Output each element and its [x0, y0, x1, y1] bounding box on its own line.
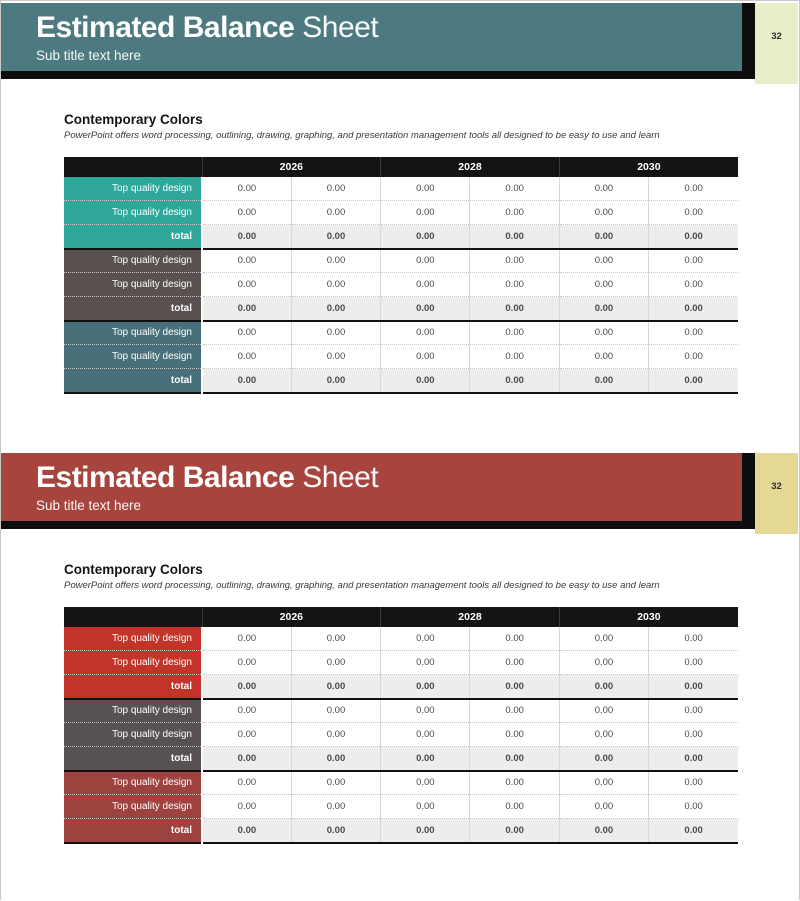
value-cell: 0.00	[649, 297, 738, 321]
value-cell: 0.00	[470, 675, 559, 699]
year-header: 2030	[559, 157, 738, 177]
value-cell: 0.00	[559, 369, 648, 393]
row-label: Top quality design	[64, 627, 202, 651]
value-cell: 0.00	[381, 651, 470, 675]
value-cell: 0.00	[381, 321, 470, 345]
row-label: Top quality design	[64, 201, 202, 225]
slide-title	[36, 11, 742, 45]
value-cell: 0.00	[291, 273, 380, 297]
value-cell: 0.00	[559, 249, 648, 273]
value-cell: 0.00	[559, 345, 648, 369]
value-cell: 0.00	[470, 345, 559, 369]
row-label: total	[64, 747, 202, 771]
value-cell: 0.00	[291, 795, 380, 819]
value-cell: 0.00	[202, 747, 291, 771]
corner-cell	[64, 157, 202, 177]
row-label: Top quality design	[64, 723, 202, 747]
section-description: PowerPoint offers word processing, outlining, drawing, graphing, and presentation management tools all designed to be easy to use and learn	[64, 130, 660, 141]
value-cell: 0.00	[649, 747, 738, 771]
balance-table	[64, 157, 738, 394]
value-cell: 0.00	[202, 651, 291, 675]
value-cell: 0.00	[470, 723, 559, 747]
table-row	[64, 345, 738, 369]
slide-subtitle: Sub title text here	[36, 498, 142, 513]
value-cell: 0.00	[202, 345, 291, 369]
table-row	[64, 249, 738, 273]
slide-content	[64, 562, 738, 844]
year-header: 2028	[381, 607, 560, 627]
value-cell: 0.00	[559, 747, 648, 771]
value-cell: 0.00	[381, 723, 470, 747]
total-row	[64, 675, 738, 699]
slide-title-bar	[1, 453, 742, 521]
value-cell: 0.00	[470, 201, 559, 225]
value-cell: 0.00	[381, 273, 470, 297]
value-cell: 0.00	[381, 249, 470, 273]
page-number-box	[755, 453, 798, 534]
value-cell: 0.00	[202, 771, 291, 795]
row-label: Top quality design	[64, 771, 202, 795]
value-cell: 0.00	[291, 201, 380, 225]
value-cell: 0.00	[202, 201, 291, 225]
value-cell: 0.00	[202, 321, 291, 345]
slide-content	[64, 112, 738, 394]
value-cell: 0.00	[470, 369, 559, 393]
value-cell: 0.00	[559, 675, 648, 699]
value-cell: 0.00	[470, 627, 559, 651]
value-cell: 0.00	[291, 249, 380, 273]
value-cell: 0.00	[381, 297, 470, 321]
value-cell: 0.00	[470, 819, 559, 843]
row-label: Top quality design	[64, 699, 202, 723]
row-label: Top quality design	[64, 651, 202, 675]
value-cell: 0.00	[381, 225, 470, 249]
value-cell: 0.00	[202, 273, 291, 297]
slide-preview-2[interactable]	[1, 451, 799, 901]
value-cell: 0.00	[470, 699, 559, 723]
section-heading: Contemporary Colors	[64, 112, 203, 127]
value-cell: 0.00	[649, 201, 738, 225]
value-cell: 0.00	[559, 225, 648, 249]
value-cell: 0.00	[381, 819, 470, 843]
value-cell: 0.00	[649, 795, 738, 819]
value-cell: 0.00	[559, 297, 648, 321]
year-header: 2026	[202, 607, 381, 627]
total-row	[64, 369, 738, 393]
slide-title-primary: Estimated Balance	[36, 11, 295, 44]
slide-title	[36, 461, 742, 495]
row-label: Top quality design	[64, 273, 202, 297]
slide-title-secondary: Sheet	[302, 461, 379, 494]
value-cell: 0.00	[202, 225, 291, 249]
value-cell: 0.00	[202, 819, 291, 843]
value-cell: 0.00	[202, 177, 291, 201]
value-cell: 0.00	[291, 297, 380, 321]
row-label: total	[64, 819, 202, 843]
value-cell: 0.00	[649, 771, 738, 795]
value-cell: 0.00	[649, 675, 738, 699]
value-cell: 0.00	[202, 369, 291, 393]
row-label: total	[64, 369, 202, 393]
year-header-row	[64, 157, 738, 177]
total-row	[64, 225, 738, 249]
balance-table-mount	[64, 607, 738, 844]
value-cell: 0.00	[649, 345, 738, 369]
value-cell: 0.00	[559, 795, 648, 819]
value-cell: 0.00	[291, 819, 380, 843]
value-cell: 0.00	[649, 369, 738, 393]
value-cell: 0.00	[470, 771, 559, 795]
value-cell: 0.00	[559, 699, 648, 723]
slide-title-primary: Estimated Balance	[36, 461, 295, 494]
total-row	[64, 297, 738, 321]
year-header: 2030	[559, 607, 738, 627]
row-label: total	[64, 675, 202, 699]
row-label: Top quality design	[64, 177, 202, 201]
year-header: 2028	[381, 157, 560, 177]
value-cell: 0.00	[202, 699, 291, 723]
value-cell: 0.00	[381, 699, 470, 723]
page-box-divider	[742, 3, 755, 79]
value-cell: 0.00	[649, 321, 738, 345]
table-row	[64, 795, 738, 819]
value-cell: 0.00	[291, 723, 380, 747]
value-cell: 0.00	[559, 321, 648, 345]
value-cell: 0.00	[649, 627, 738, 651]
value-cell: 0.00	[291, 225, 380, 249]
page-number: 32	[771, 31, 782, 42]
section-description: PowerPoint offers word processing, outlining, drawing, graphing, and presentation management tools all designed to be easy to use and learn	[64, 580, 660, 591]
value-cell: 0.00	[202, 675, 291, 699]
header-accent-bar	[1, 71, 742, 79]
balance-table	[64, 607, 738, 844]
value-cell: 0.00	[649, 723, 738, 747]
value-cell: 0.00	[381, 369, 470, 393]
slide-subtitle: Sub title text here	[36, 48, 142, 63]
value-cell: 0.00	[291, 369, 380, 393]
total-row	[64, 819, 738, 843]
value-cell: 0.00	[291, 771, 380, 795]
table-row	[64, 273, 738, 297]
total-row	[64, 747, 738, 771]
value-cell: 0.00	[291, 699, 380, 723]
table-row	[64, 723, 738, 747]
value-cell: 0.00	[470, 297, 559, 321]
value-cell: 0.00	[202, 297, 291, 321]
table-row	[64, 321, 738, 345]
value-cell: 0.00	[649, 651, 738, 675]
value-cell: 0.00	[559, 627, 648, 651]
value-cell: 0.00	[291, 651, 380, 675]
row-label: total	[64, 225, 202, 249]
row-label: Top quality design	[64, 345, 202, 369]
row-label: Top quality design	[64, 321, 202, 345]
value-cell: 0.00	[470, 795, 559, 819]
table-row	[64, 699, 738, 723]
value-cell: 0.00	[381, 795, 470, 819]
row-label: Top quality design	[64, 249, 202, 273]
value-cell: 0.00	[559, 651, 648, 675]
page-number-box	[755, 3, 798, 84]
value-cell: 0.00	[291, 675, 380, 699]
value-cell: 0.00	[470, 273, 559, 297]
value-cell: 0.00	[381, 201, 470, 225]
page-box-divider	[742, 453, 755, 529]
value-cell: 0.00	[291, 627, 380, 651]
slide-title-bar	[1, 3, 742, 71]
year-header: 2026	[202, 157, 381, 177]
value-cell: 0.00	[649, 225, 738, 249]
value-cell: 0.00	[470, 225, 559, 249]
value-cell: 0.00	[381, 747, 470, 771]
value-cell: 0.00	[202, 249, 291, 273]
value-cell: 0.00	[559, 819, 648, 843]
value-cell: 0.00	[470, 651, 559, 675]
row-label: total	[64, 297, 202, 321]
table-row	[64, 177, 738, 201]
value-cell: 0.00	[649, 699, 738, 723]
section-heading: Contemporary Colors	[64, 562, 203, 577]
value-cell: 0.00	[202, 795, 291, 819]
table-row	[64, 627, 738, 651]
page-number: 32	[771, 481, 782, 492]
value-cell: 0.00	[559, 273, 648, 297]
corner-cell	[64, 607, 202, 627]
value-cell: 0.00	[559, 723, 648, 747]
value-cell: 0.00	[559, 201, 648, 225]
value-cell: 0.00	[381, 627, 470, 651]
value-cell: 0.00	[470, 321, 559, 345]
balance-table-mount	[64, 157, 738, 394]
value-cell: 0.00	[470, 249, 559, 273]
value-cell: 0.00	[649, 177, 738, 201]
year-header-row	[64, 607, 738, 627]
value-cell: 0.00	[649, 273, 738, 297]
table-row	[64, 771, 738, 795]
value-cell: 0.00	[291, 321, 380, 345]
value-cell: 0.00	[202, 723, 291, 747]
value-cell: 0.00	[291, 345, 380, 369]
slide-title-secondary: Sheet	[302, 11, 379, 44]
value-cell: 0.00	[381, 771, 470, 795]
value-cell: 0.00	[649, 819, 738, 843]
slide-preview-1[interactable]	[1, 1, 799, 451]
value-cell: 0.00	[470, 747, 559, 771]
value-cell: 0.00	[381, 177, 470, 201]
value-cell: 0.00	[202, 627, 291, 651]
value-cell: 0.00	[291, 177, 380, 201]
header-accent-bar	[1, 521, 742, 529]
value-cell: 0.00	[470, 177, 559, 201]
value-cell: 0.00	[559, 771, 648, 795]
row-label: Top quality design	[64, 795, 202, 819]
value-cell: 0.00	[559, 177, 648, 201]
value-cell: 0.00	[649, 249, 738, 273]
table-row	[64, 651, 738, 675]
value-cell: 0.00	[381, 675, 470, 699]
value-cell: 0.00	[291, 747, 380, 771]
table-row	[64, 201, 738, 225]
value-cell: 0.00	[381, 345, 470, 369]
